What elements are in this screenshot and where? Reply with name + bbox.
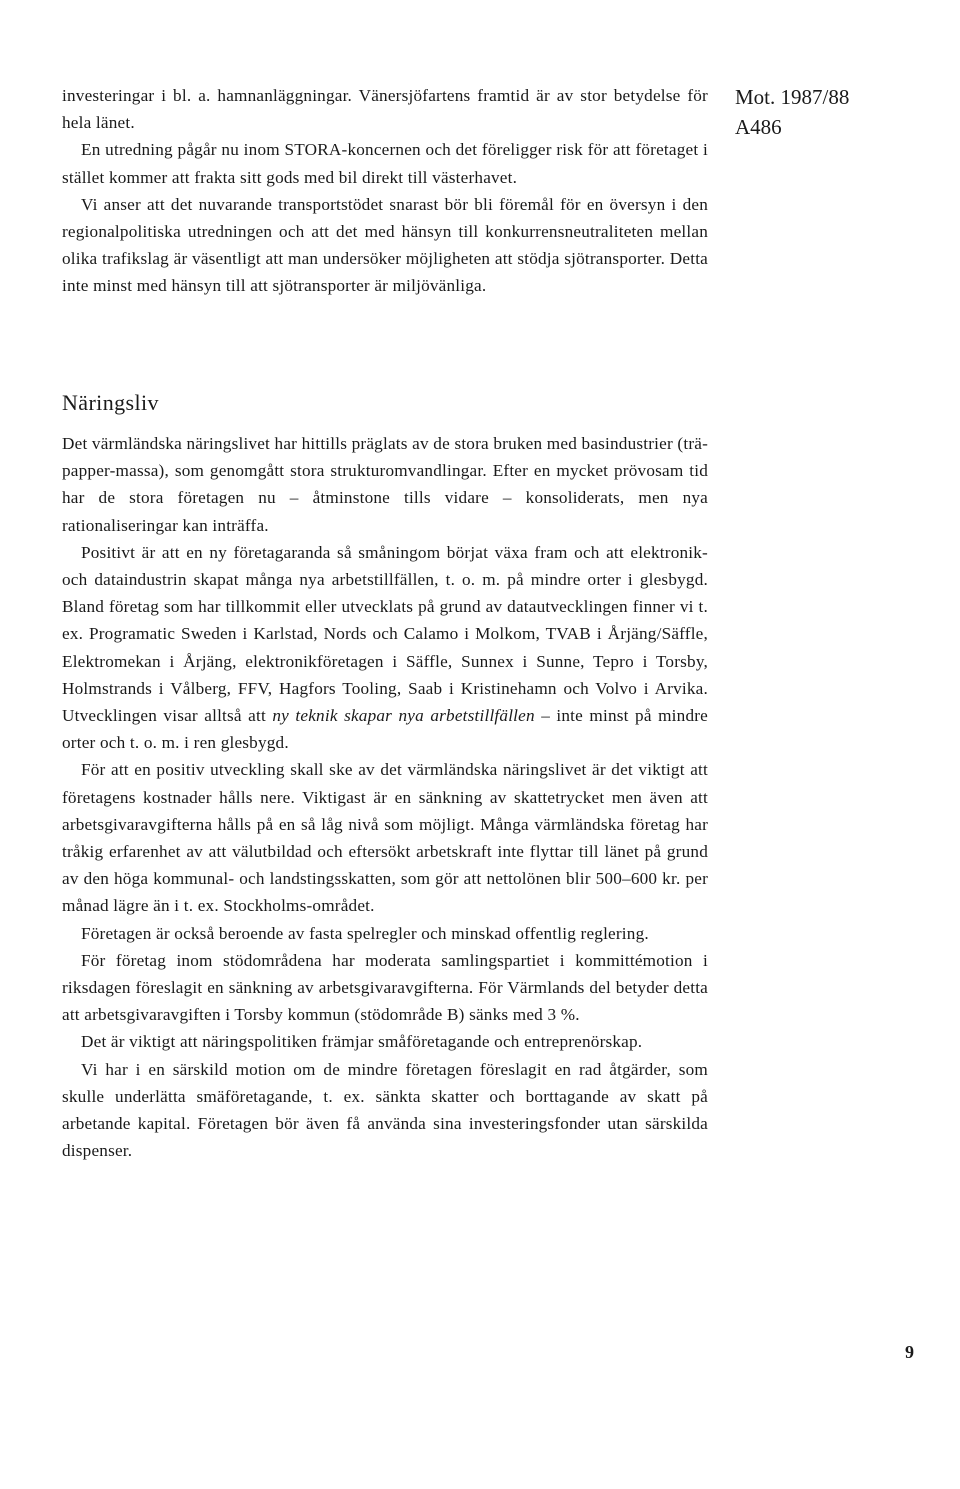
paragraph-smaforetagande: Det är viktigt att näringspolitiken främjar småföretagande och entreprenörskap. [81, 1032, 643, 1052]
motion-reference [735, 82, 935, 142]
paragraph-transportstod: Vi anser att det nuvarande transportstödet snarast bör bli föremål för en översyn i den regionalpolitiska utredningen och att det med hänsyn till konkurrensneutraliteten mellan olika trafikslag är väsentligt att man undersöker möjligheten att stödja sjötransporter. Detta inte minst med hänsyn till att sjötransporter är miljövänliga. [62, 194, 708, 296]
naringsliv-text-block [62, 430, 708, 1164]
motion-reference-year: Mot. 1987/88 [735, 85, 850, 109]
motion-reference-number: A486 [735, 115, 782, 139]
paragraph-foretagaranda-end: – inte minst på mindre orter och t. o. m. i ren glesbygd. [62, 706, 708, 753]
emphasis-ny-teknik: ny teknik skapar nya arbetstillfällen [272, 706, 535, 726]
paragraph-stora: En utredning pågår nu inom STORA-koncernen och det föreligger risk för att företaget i stället kommer att frakta sitt gods med bil direkt till västerhavet. [62, 140, 708, 187]
paragraph-continuation: investeringar i bl. a. hamnanläggningar. Vänersjöfartens framtid är av stor betydelse för hela länet. [62, 86, 708, 133]
paragraph-kostnader: För att en positiv utveckling skall ske av det värmländska näringslivet är det viktigt att företagens kostnader hålls nere. Viktigast är en sänkning av skattetrycket men även att arbetsgivaravgifterna hålls på en så låg nivå som möjligt. Många värmländska företag har tråkig erfarenhet av att välutbildad och eftersökt arbetskraft inte flyttar till länet på grund av den höga kommunal- och landstingsskatten, som gör att nettolönen blir 500–600 kr. per månad lägre än i t. ex. Stockholms-området. [62, 760, 708, 916]
paragraph-foretagaranda-text: Positivt är att en ny företagaranda så småningom börjat växa fram och att elektronik- och dataindustrin skapat många nya arbetstillfällen, t. o. m. på mindre orter i glesbygd. Bland företag som har tillkommit eller utvecklats på grund av datautvecklingen finner vi t. ex. Programatic Sweden i Karlstad, Nords och Calamo i Molkom, TVAB i Årjäng/Säffle, Elektromekan i Årjäng, elektronikföretagen i Säffle, Sunnex i Sunne, Tepro i Torsby, Holmstrands i Vålberg, FFV, Hagfors Tooling, Saab i Kristinehamn och Volvo i Arvika. Utvecklingen visar alltså att [62, 542, 708, 726]
paragraph-sarskild-motion: Vi har i en särskild motion om de mindre företagen föreslagit en rad åtgärder, som skulle underlätta smäföretagande, t. ex. sänkta skatter och borttagande av skatt på arbetande kapital. Företagen bör även få använda sina investeringsfonder utan särskilda dispenser. [62, 1059, 708, 1161]
paragraph-stodomraden: För företag inom stödområdena har moderata samlingspartiet i kommittémotion i riksdagen föreslagit en sänkning av arbetsgivaravgifterna. För Värmlands del betyder detta att arbetsgivaravgiften i Torsby kommun (stödområde B) sänks med 3 %. [62, 950, 708, 1025]
page-number: 9 [905, 1342, 914, 1362]
paragraph-spelregler: Företagen är också beroende av fasta spelregler och minskad offentlig reglering. [81, 923, 649, 943]
paragraph-naringsliv-intro: Det värmländska näringslivet har hittills präglats av de stora bruken med basindustrier (trä-papper-massa), som genomgått stora strukturomvandlingar. Efter en mycket prövosam tid har de stora företagen nu – åtminstone tills vidare – konsoliderats, men nya rationaliseringar kan inträffa. [62, 434, 708, 535]
paragraph-foretagaranda [62, 539, 708, 757]
section-heading-naringsliv: Näringsliv [62, 390, 159, 415]
top-text-block [62, 82, 708, 300]
